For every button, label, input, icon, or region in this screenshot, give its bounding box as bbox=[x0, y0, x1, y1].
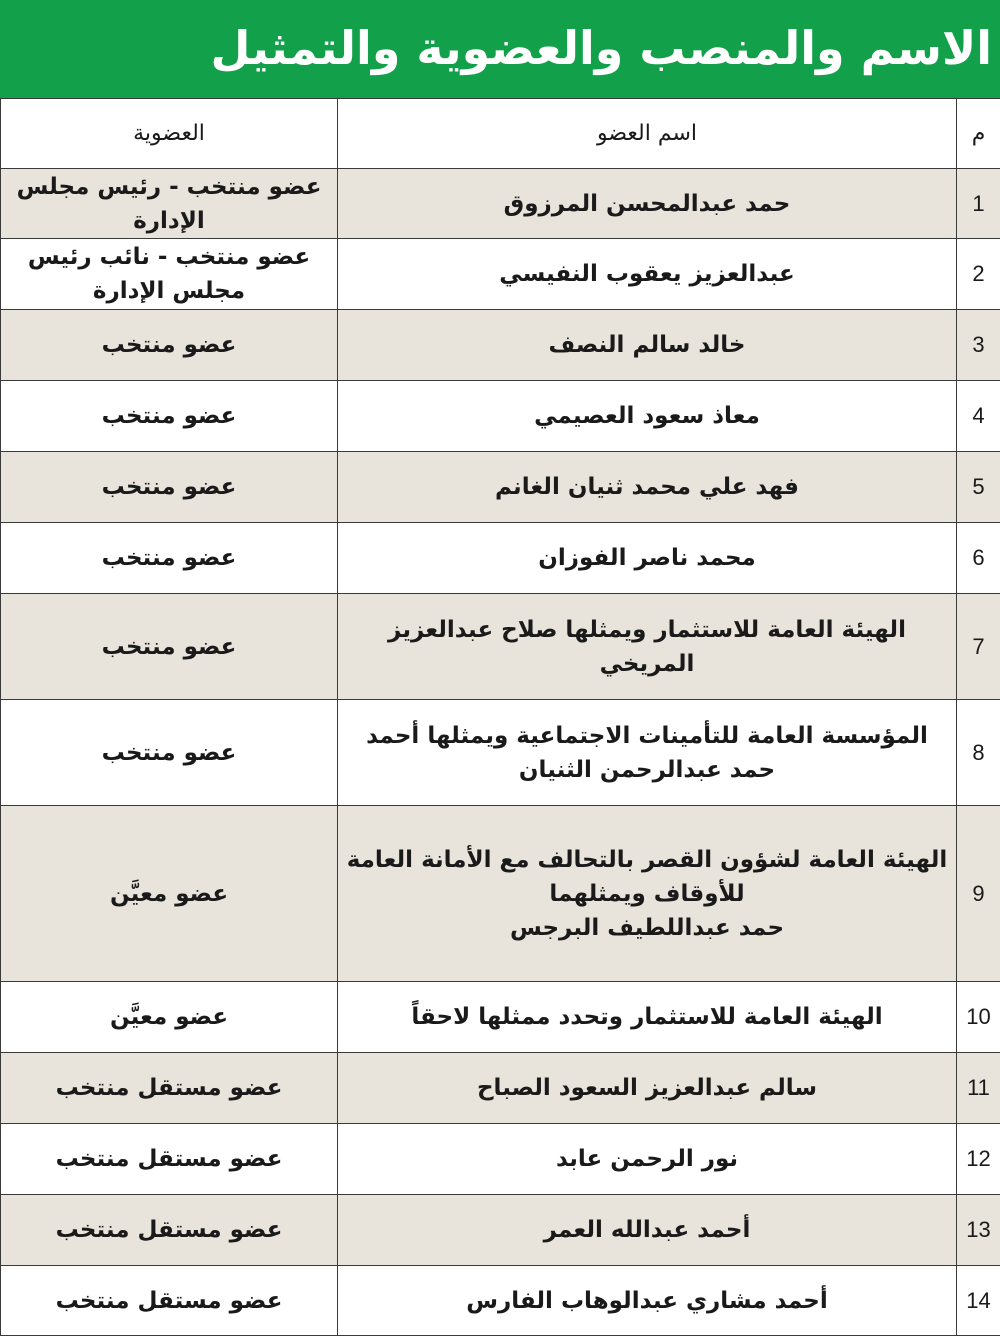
table-row bbox=[1, 982, 1000, 1053]
member-membership: عضو معيَّن bbox=[1, 982, 338, 1053]
table-body bbox=[1, 169, 1000, 1336]
header-membership: العضوية bbox=[1, 99, 338, 169]
table-row bbox=[1, 1053, 1000, 1124]
member-name: نور الرحمن عابد bbox=[338, 1124, 957, 1195]
member-membership: عضو منتخب bbox=[1, 523, 338, 594]
member-membership: عضو مستقل منتخب bbox=[1, 1195, 338, 1266]
member-name: الهيئة العامة للاستثمار وتحدد ممثلها لاحقاً bbox=[338, 982, 957, 1053]
table-row bbox=[1, 523, 1000, 594]
member-membership: عضو منتخب bbox=[1, 452, 338, 523]
row-number: 12 bbox=[957, 1124, 1000, 1195]
member-membership: عضو مستقل منتخب bbox=[1, 1124, 338, 1195]
header-number: م bbox=[957, 99, 1000, 169]
row-number: 6 bbox=[957, 523, 1000, 594]
row-number: 13 bbox=[957, 1195, 1000, 1266]
member-name: فهد علي محمد ثنيان الغانم bbox=[338, 452, 957, 523]
member-membership: عضو منتخب - نائب رئيس مجلس الإدارة bbox=[1, 239, 338, 310]
table-row bbox=[1, 700, 1000, 806]
row-number: 8 bbox=[957, 700, 1000, 806]
table-row bbox=[1, 239, 1000, 310]
member-membership: عضو مستقل منتخب bbox=[1, 1266, 338, 1336]
member-name: خالد سالم النصف bbox=[338, 310, 957, 381]
member-membership: عضو منتخب bbox=[1, 381, 338, 452]
row-number: 2 bbox=[957, 239, 1000, 310]
header-name: اسم العضو bbox=[338, 99, 957, 169]
member-name: محمد ناصر الفوزان bbox=[338, 523, 957, 594]
table-row bbox=[1, 452, 1000, 523]
member-membership: عضو معيَّن bbox=[1, 806, 338, 982]
table-row bbox=[1, 1124, 1000, 1195]
row-number: 5 bbox=[957, 452, 1000, 523]
row-number: 3 bbox=[957, 310, 1000, 381]
member-membership: عضو مستقل منتخب bbox=[1, 1053, 338, 1124]
table-row bbox=[1, 169, 1000, 239]
row-number: 10 bbox=[957, 982, 1000, 1053]
table-row bbox=[1, 381, 1000, 452]
title-bar bbox=[0, 0, 1000, 98]
table-row bbox=[1, 806, 1000, 982]
table-row bbox=[1, 1266, 1000, 1336]
table-row bbox=[1, 310, 1000, 381]
member-membership: عضو منتخب - رئيس مجلس الإدارة bbox=[1, 169, 338, 239]
row-number: 11 bbox=[957, 1053, 1000, 1124]
member-name: سالم عبدالعزيز السعود الصباح bbox=[338, 1053, 957, 1124]
member-name: أحمد عبدالله العمر bbox=[338, 1195, 957, 1266]
row-number: 14 bbox=[957, 1266, 1000, 1336]
member-name: عبدالعزيز يعقوب النفيسي bbox=[338, 239, 957, 310]
member-membership: عضو منتخب bbox=[1, 700, 338, 806]
member-name: الهيئة العامة لشؤون القصر بالتحالف مع الأمانة العامة للأوقاف ويمثلهما حمد عبداللطيف البرجس bbox=[338, 806, 957, 982]
member-name: أحمد مشاري عبدالوهاب الفارس bbox=[338, 1266, 957, 1336]
member-membership: عضو منتخب bbox=[1, 594, 338, 700]
table-row bbox=[1, 594, 1000, 700]
row-number: 9 bbox=[957, 806, 1000, 982]
row-number: 7 bbox=[957, 594, 1000, 700]
members-table bbox=[0, 98, 1000, 1336]
member-membership: عضو منتخب bbox=[1, 310, 338, 381]
table-header-row bbox=[1, 99, 1000, 169]
page-title: الاسم والمنصب والعضوية والتمثيل bbox=[210, 21, 992, 75]
table-row bbox=[1, 1195, 1000, 1266]
row-number: 1 bbox=[957, 169, 1000, 239]
member-name: المؤسسة العامة للتأمينات الاجتماعية ويمثلها أحمد حمد عبدالرحمن الثنيان bbox=[338, 700, 957, 806]
member-name: معاذ سعود العصيمي bbox=[338, 381, 957, 452]
member-name: الهيئة العامة للاستثمار ويمثلها صلاح عبدالعزيز المريخي bbox=[338, 594, 957, 700]
member-name: حمد عبدالمحسن المرزوق bbox=[338, 169, 957, 239]
row-number: 4 bbox=[957, 381, 1000, 452]
